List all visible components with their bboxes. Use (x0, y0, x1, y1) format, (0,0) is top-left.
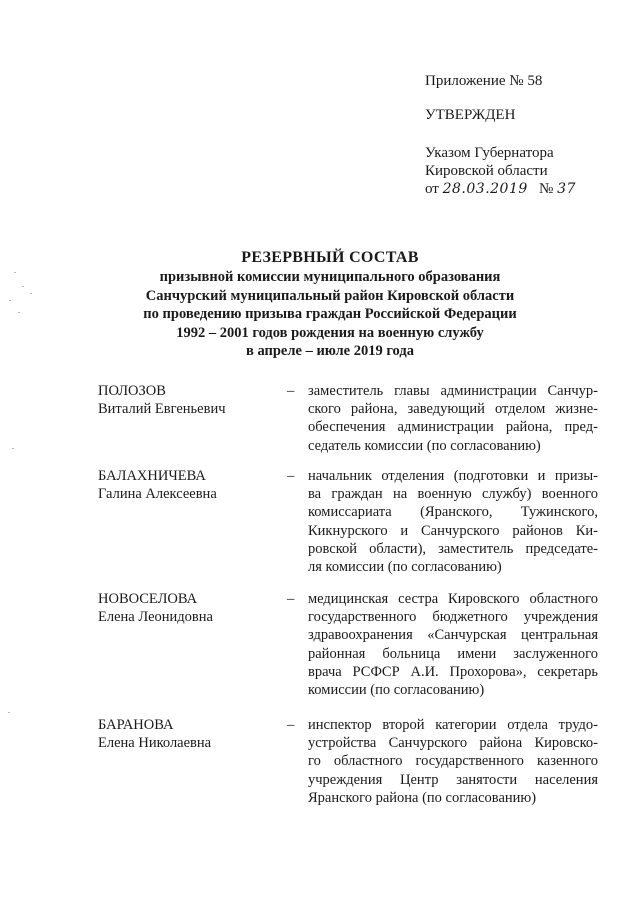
appendix-number: Приложение № 58 (425, 73, 543, 89)
member-name (98, 716, 278, 752)
date-prefix: от (425, 181, 439, 197)
scan-speck (14, 272, 16, 273)
member-description (308, 382, 598, 455)
member-given-names: Елена Николаевна (98, 735, 212, 752)
number-prefix: № (539, 181, 554, 197)
description-line: ского района, заведующий отделом жизне- (308, 401, 598, 418)
decree-line-2: Кировской области (425, 163, 548, 179)
title-line: Санчурский муниципальный район Кировской области (145, 287, 515, 304)
description-line: инспектор второй категории отдела трудо- (308, 717, 598, 733)
title-line: призывной комиссии муниципального образования (159, 269, 501, 285)
description-line: Кикнурского и Санчурского районов Ки- (308, 522, 598, 539)
member-name (98, 382, 278, 418)
description-line: государственного бюджетного учреждения (308, 609, 598, 626)
description-line: здравоохранения «Санчурская центральная (308, 627, 598, 644)
title-line: в апреле – июле 2019 года (246, 343, 414, 359)
description-line: учреждения Центр занятости населения (308, 771, 598, 788)
decree-date-line (425, 180, 625, 198)
title-line: по проведению призыва граждан Российской Федерации (143, 306, 517, 322)
title-line: 1992 – 2001 годов рождения на военную службу (176, 324, 484, 341)
scan-speck (30, 293, 32, 294)
member-given-names: Виталий Евгеньевич (98, 401, 226, 418)
description-line: ва граждан на военную службу) военного (308, 486, 598, 503)
member-surname: БАРАНОВА (98, 717, 174, 733)
description-line: заместитель главы администрации Санчур- (308, 383, 598, 399)
member-surname: БАЛАХНИЧЕВА (98, 468, 206, 484)
handwritten-date: 28.03.2019 (442, 181, 528, 197)
member-description (308, 467, 598, 576)
scan-speck (8, 712, 10, 713)
member-given-names: Галина Алексеевна (98, 486, 217, 503)
description-line: начальник отделения (подготовки и призы- (308, 468, 598, 484)
member-dash: – (287, 468, 295, 484)
member-name (98, 590, 278, 626)
approved-label: УТВЕРЖДЕН (425, 107, 516, 123)
description-line: врача РСФСР А.И. Прохорова», секретарь (308, 663, 598, 680)
decree-line-1: Указом Губернатора (425, 145, 554, 161)
description-line: ля комиссии (по согласованию) (308, 559, 502, 576)
approval-block (425, 72, 625, 198)
member-dash: – (287, 383, 295, 399)
description-line: медицинская сестра Кировского областного (308, 591, 598, 607)
description-line: Яранского района (по согласованию) (308, 789, 537, 806)
scan-speck (12, 448, 14, 449)
description-line: седатель комиссии (по согласованию) (308, 437, 541, 454)
description-line: устройства Санчурского района Кировско- (308, 735, 598, 752)
scan-speck (9, 300, 11, 301)
member-surname: НОВОСЕЛОВА (98, 591, 198, 607)
member-surname: ПОЛОЗОВ (98, 383, 166, 399)
description-line: комиссариата (Яранского, Тужинского, (308, 504, 598, 521)
member-dash: – (287, 717, 295, 733)
member-description (308, 716, 598, 807)
member-dash: – (287, 591, 295, 607)
title-main: РЕЗЕРВНЫЙ СОСТАВ (241, 249, 419, 266)
scan-speck (22, 286, 24, 287)
handwritten-number: 37 (557, 181, 576, 197)
member-name (98, 467, 278, 503)
description-line: ровской области), заместитель председате- (308, 540, 598, 557)
member-description (308, 590, 598, 699)
description-line: го областного государственного казенного (308, 753, 598, 770)
member-given-names: Елена Леонидовна (98, 609, 213, 626)
description-line: комиссии (по согласованию) (308, 682, 485, 699)
scan-speck (18, 312, 20, 313)
description-line: обеспечения администрации района, пред- (308, 419, 598, 436)
description-line: районная больница имени заслуженного (308, 645, 598, 662)
document-title (120, 248, 540, 361)
